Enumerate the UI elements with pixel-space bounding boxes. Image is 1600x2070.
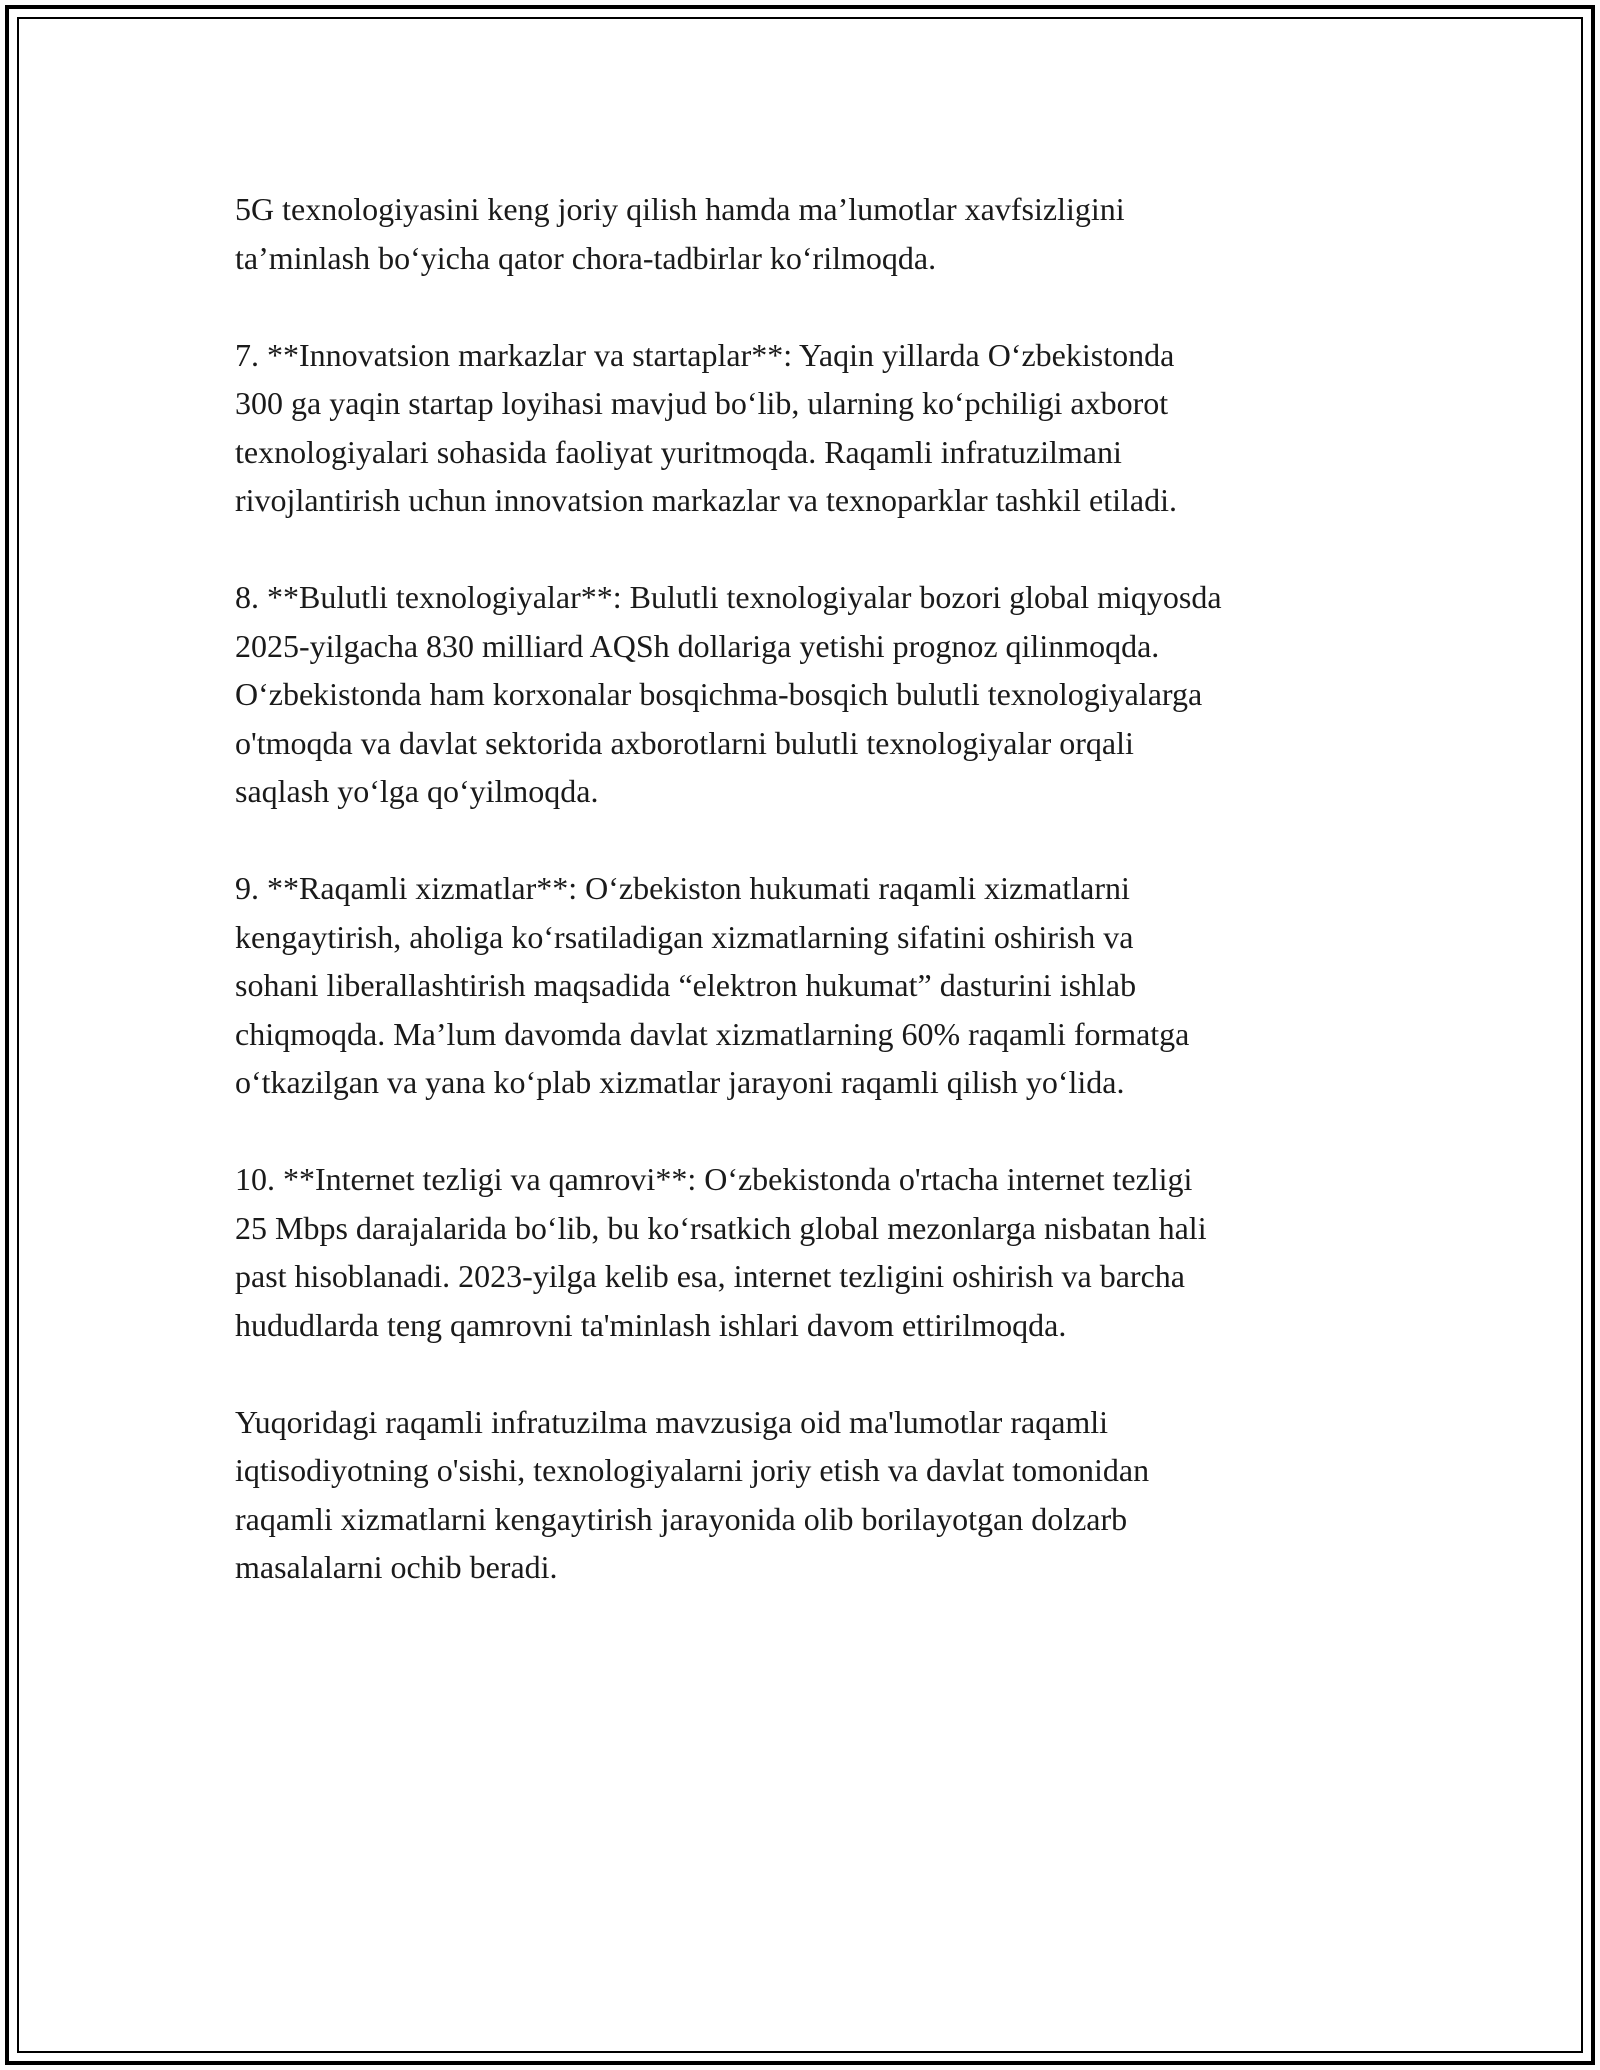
text-line: o'tmoqda va davlat sektorida axborotlarni bulutli texnologiyalar orqali (235, 724, 1134, 761)
text-line: 25 Mbps darajalarida bo‘lib, bu ko‘rsatkich global mezonlarga nisbatan hali (235, 1209, 1207, 1246)
text-line: texnologiyalari sohasida faoliyat yuritmoqda. Raqamli infratuzilmani (235, 433, 1122, 470)
text-line: raqamli xizmatlarni kengaytirish jarayonida olib borilayotgan dolzarb (235, 1500, 1128, 1537)
text-line: O‘zbekistonda ham korxonalar bosqichma-bosqich bulutli texnologiyalarga (235, 676, 1203, 712)
text-line: 10. **Internet tezligi va qamrovi**: O‘zbekistonda o'rtacha internet tezligi (235, 1161, 1193, 1197)
text-line: Yuqoridagi raqamli infratuzilma mavzusiga oid ma'lumotlar raqamli (235, 1403, 1109, 1440)
paragraph-conclusion (235, 1398, 1385, 1592)
text-line: 5G texnologiyasini keng joriy qilish hamda ma’lumotlar xavfsizligini (235, 191, 1125, 227)
paragraph-5g-continuation (235, 185, 1385, 282)
text-line: past hisoblanadi. 2023-yilga kelib esa, internet tezligini oshirish va barcha (235, 1258, 1185, 1294)
paragraph-item-7-innovation (235, 331, 1385, 525)
text-line: iqtisodiyotning o'sishi, texnologiyalarni joriy etish va davlat tomonidan (235, 1452, 1150, 1488)
text-line: sohani liberallashtirish maqsadida “elektron hukumat” dasturini ishlab (235, 967, 1137, 1003)
text-line: rivojlantirish uchun innovatsion markazlar va texnoparklar tashkil etiladi. (235, 482, 1177, 518)
text-line: 8. **Bulutli texnologiyalar**: Bulutli texnologiyalar bozori global miqyosda (235, 579, 1222, 615)
paragraph-item-10-internet (235, 1155, 1385, 1349)
text-line: 2025-yilgacha 830 milliard AQSh dollariga yetishi prognoz qilinmoqda. (235, 627, 1160, 664)
text-line: ta’minlash bo‘yicha qator chora-tadbirlar ko‘rilmoqda. (235, 239, 937, 276)
text-line: 300 ga yaqin startap loyihasi mavjud bo‘lib, ularning ko‘pchiligi axborot (235, 385, 1169, 421)
document-body (235, 185, 1385, 1640)
text-line: saqlash yo‘lga qo‘yilmoqda. (235, 773, 599, 809)
text-line: 7. **Innovatsion markazlar va startaplar**: Yaqin yillarda O‘zbekistonda (235, 336, 1175, 373)
text-line: 9. **Raqamli xizmatlar**: O‘zbekiston hukumati raqamli xizmatlarni (235, 870, 1130, 906)
text-line: o‘tkazilgan va yana ko‘plab xizmatlar jarayoni raqamli qilish yo‘lida. (235, 1064, 1125, 1100)
text-line: masalalarni ochib beradi. (235, 1549, 558, 1585)
text-line: kengaytirish, aholiga ko‘rsatiladigan xizmatlarning sifatini oshirish va (235, 918, 1134, 955)
paragraph-item-9-digital-services (235, 864, 1385, 1107)
text-line: chiqmoqda. Ma’lum davomda davlat xizmatlarning 60% raqamli formatga (235, 1015, 1190, 1052)
paragraph-item-8-cloud (235, 573, 1385, 816)
text-line: hududlarda teng qamrovni ta'minlash ishlari davom ettirilmoqda. (235, 1306, 1067, 1343)
